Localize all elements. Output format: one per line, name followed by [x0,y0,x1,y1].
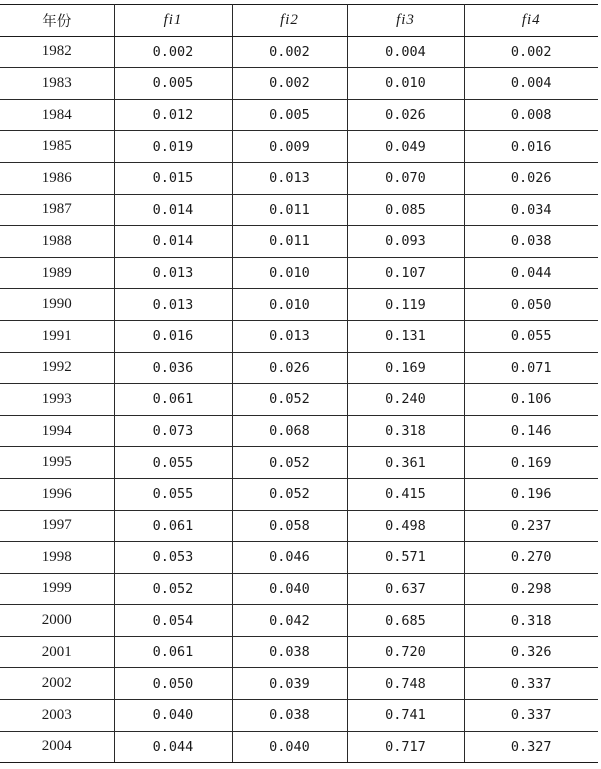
table-row [0,636,598,668]
fi2-cell: 0.013 [232,162,347,194]
fi4-cell: 0.326 [464,636,598,668]
fi1-cell: 0.014 [114,226,232,258]
year-cell: 1999 [0,573,114,605]
fi2-cell: 0.010 [232,257,347,289]
table-row [0,605,598,637]
fi3-cell: 0.318 [347,415,464,447]
fi4-cell: 0.196 [464,478,598,510]
table-row [0,68,598,100]
year-cell: 2004 [0,731,114,763]
year-cell: 1989 [0,257,114,289]
fi4-cell: 0.050 [464,289,598,321]
year-cell: 1991 [0,320,114,352]
fi2-cell: 0.038 [232,636,347,668]
fi2-cell: 0.042 [232,605,347,637]
fi1-cell: 0.005 [114,68,232,100]
year-cell: 1990 [0,289,114,321]
fi2-cell: 0.011 [232,194,347,226]
fi4-cell: 0.270 [464,542,598,574]
table-row [0,731,598,763]
table-row [0,36,598,68]
fi3-cell: 0.131 [347,320,464,352]
year-cell: 1985 [0,131,114,163]
fi4-cell: 0.002 [464,36,598,68]
fi1-cell: 0.054 [114,605,232,637]
table-row [0,542,598,574]
fi3-cell: 0.010 [347,68,464,100]
fi4-cell: 0.298 [464,573,598,605]
fi1-cell: 0.012 [114,99,232,131]
table-row [0,478,598,510]
fi3-cell: 0.685 [347,605,464,637]
fi4-cell: 0.016 [464,131,598,163]
fi3-cell: 0.107 [347,257,464,289]
fi3-cell: 0.093 [347,226,464,258]
fi3-cell: 0.119 [347,289,464,321]
table-row [0,447,598,479]
table-row [0,668,598,700]
table-row [0,99,598,131]
fi1-cell: 0.052 [114,573,232,605]
fi2-cell: 0.038 [232,700,347,732]
header-fi2: fi2 [232,5,347,37]
fi4-cell: 0.055 [464,320,598,352]
fi2-cell: 0.040 [232,731,347,763]
table-header [0,5,598,37]
fi1-cell: 0.040 [114,700,232,732]
fi2-cell: 0.011 [232,226,347,258]
year-cell: 1983 [0,68,114,100]
table-row [0,320,598,352]
header-fi3: fi3 [347,5,464,37]
fi3-cell: 0.085 [347,194,464,226]
fi4-cell: 0.237 [464,510,598,542]
fi3-cell: 0.169 [347,352,464,384]
fi3-cell: 0.415 [347,478,464,510]
table-row [0,289,598,321]
fi1-cell: 0.002 [114,36,232,68]
fi1-cell: 0.061 [114,384,232,416]
fi2-cell: 0.040 [232,573,347,605]
fi1-cell: 0.036 [114,352,232,384]
header-fi4: fi4 [464,5,598,37]
table-row [0,131,598,163]
fi2-cell: 0.052 [232,478,347,510]
fi2-cell: 0.010 [232,289,347,321]
fi1-cell: 0.016 [114,320,232,352]
header-year: 年份 [0,5,114,37]
fi2-cell: 0.052 [232,384,347,416]
table-row [0,415,598,447]
fi1-cell: 0.014 [114,194,232,226]
year-cell: 2000 [0,605,114,637]
fi3-cell: 0.637 [347,573,464,605]
fi1-cell: 0.015 [114,162,232,194]
fi3-cell: 0.717 [347,731,464,763]
fi2-cell: 0.026 [232,352,347,384]
fi4-cell: 0.008 [464,99,598,131]
year-cell: 1995 [0,447,114,479]
year-cell: 2001 [0,636,114,668]
year-cell: 2002 [0,668,114,700]
fi2-cell: 0.013 [232,320,347,352]
fi3-cell: 0.571 [347,542,464,574]
fi3-cell: 0.720 [347,636,464,668]
data-table [0,4,598,763]
fi2-cell: 0.046 [232,542,347,574]
fi3-cell: 0.070 [347,162,464,194]
table-row [0,257,598,289]
fi4-cell: 0.071 [464,352,598,384]
year-cell: 1994 [0,415,114,447]
year-cell: 2003 [0,700,114,732]
fi1-cell: 0.050 [114,668,232,700]
fi1-cell: 0.053 [114,542,232,574]
fi4-cell: 0.337 [464,668,598,700]
fi4-cell: 0.146 [464,415,598,447]
fi4-cell: 0.327 [464,731,598,763]
fi1-cell: 0.019 [114,131,232,163]
year-cell: 1982 [0,36,114,68]
fi3-cell: 0.026 [347,99,464,131]
fi1-cell: 0.073 [114,415,232,447]
fi2-cell: 0.005 [232,99,347,131]
fi4-cell: 0.034 [464,194,598,226]
fi1-cell: 0.055 [114,447,232,479]
fi4-cell: 0.106 [464,384,598,416]
fi4-cell: 0.169 [464,447,598,479]
fi3-cell: 0.361 [347,447,464,479]
fi4-cell: 0.004 [464,68,598,100]
year-cell: 1984 [0,99,114,131]
header-fi1: fi1 [114,5,232,37]
fi3-cell: 0.240 [347,384,464,416]
fi2-cell: 0.068 [232,415,347,447]
year-cell: 1987 [0,194,114,226]
table-row [0,352,598,384]
fi1-cell: 0.061 [114,636,232,668]
year-cell: 1986 [0,162,114,194]
fi2-cell: 0.039 [232,668,347,700]
table-row [0,194,598,226]
table-body [0,36,598,763]
year-cell: 1996 [0,478,114,510]
fi3-cell: 0.748 [347,668,464,700]
fi2-cell: 0.002 [232,68,347,100]
year-cell: 1988 [0,226,114,258]
year-cell: 1997 [0,510,114,542]
table-row [0,162,598,194]
year-cell: 1993 [0,384,114,416]
fi1-cell: 0.013 [114,257,232,289]
fi4-cell: 0.337 [464,700,598,732]
fi1-cell: 0.061 [114,510,232,542]
table-row [0,573,598,605]
table-row [0,700,598,732]
fi2-cell: 0.058 [232,510,347,542]
table-row [0,384,598,416]
fi3-cell: 0.741 [347,700,464,732]
fi3-cell: 0.498 [347,510,464,542]
year-cell: 1998 [0,542,114,574]
year-cell: 1992 [0,352,114,384]
fi2-cell: 0.002 [232,36,347,68]
header-row [0,5,598,37]
fi1-cell: 0.013 [114,289,232,321]
table-row [0,226,598,258]
fi1-cell: 0.044 [114,731,232,763]
fi4-cell: 0.038 [464,226,598,258]
fi2-cell: 0.009 [232,131,347,163]
fi3-cell: 0.049 [347,131,464,163]
table-row [0,510,598,542]
fi4-cell: 0.044 [464,257,598,289]
fi4-cell: 0.318 [464,605,598,637]
fi3-cell: 0.004 [347,36,464,68]
fi4-cell: 0.026 [464,162,598,194]
fi2-cell: 0.052 [232,447,347,479]
fi1-cell: 0.055 [114,478,232,510]
